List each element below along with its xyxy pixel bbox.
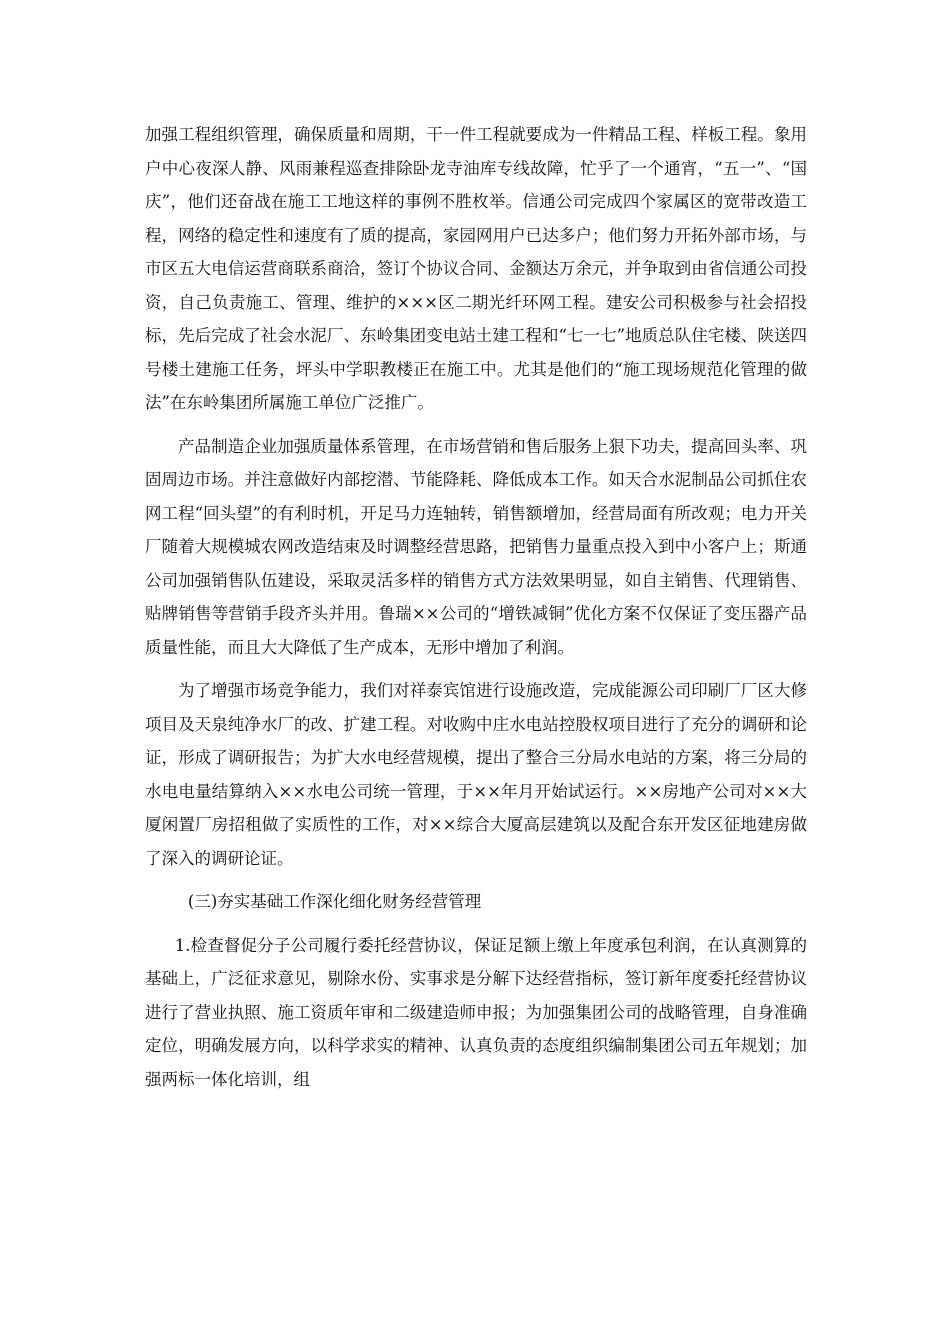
- paragraph-list-item-1: 1.检查督促分子公司履行委托经营协议，保证足额上缴上年度承包利润，在认真测算的基础上，广泛征求意见，剔除水份、实事求是分解下达经营指标，签订新年度委托经营协议进行了营业执照、施工资质年审和二级建造师申报；为加强集团公司的战略管理，自身准确定位，明确发展方向，以科学求实的精神、认真负责的态度组织编制集团公司五年规划；加强两标一体化培训，组: [145, 935, 807, 1089]
- section-heading-finance-management: (三)夯实基础工作深化细化财务经营管理: [187, 892, 482, 911]
- paragraph-product-manufacturing: 产品制造企业加强质量体系管理，在市场营销和售后服务上狠下功夫，提高回头率、巩固周边市场。并注意做好内部挖潜、节能降耗、降低成本工作。如天合水泥制品公司抓住农网工程“回头望”的有利时机，开足马力连轴转，销售额增加，经营局面有所改观；电力开关厂随着大规模城农网改造结束及时调整经营思路，把销售力量重点投入到中小客户上；斯通公司加强销售队伍建设，采取灵活多样的销售方式方法效果明显，如自主销售、代理销售、贴牌销售等营销手段齐头并用。鲁瑞××公司的“增铁减铜”优化方案不仅保证了变压器产品质量性能，而且大大降低了生产成本，无形中增加了利润。: [145, 436, 807, 657]
- paragraph-market-competitiveness: 为了增强市场竞争能力，我们对祥泰宾馆进行设施改造，完成能源公司印刷厂厂区大修项目及天泉纯净水厂的改、扩建工程。对收购中庄水电站控股权项目进行了充分的调研和论证，形成了调研报告；为扩大水电经营规模，提出了整合三分局水电站的方案，将三分局的水电电量结算纳入××水电公司统一管理，于××年月开始试运行。××房地产公司对××大厦闲置厂房招租做了实质性的工作，对××综合大厦高层建筑以及配合东开发区征地建房做了深入的调研论证。: [145, 681, 807, 868]
- paragraph-engineering-management: 加强工程组织管理，确保质量和周期，干一件工程就要成为一件精品工程、样板工程。象用户中心夜深人静、风雨兼程巡查排除卧龙寺油库专线故障，忙乎了一个通宵，“五一”、“国庆”，他们还奋战在施工工地这样的事例不胜枚举。信通公司完成四个家属区的宽带改造工程，网络的稳定性和速度有了质的提高，家园网用户已达多户；他们努力开拓外部市场，与市区五大电信运营商联系商洽，签订个协议合同、金额达万余元，并争取到由省信通公司投资，自己负责施工、管理、维护的×××区二期光纤环网工程。建安公司积极参与社会招投标，先后完成了社会水泥厂、东岭集团变电站土建工程和“七一七”地质总队住宅楼、陕送四号楼土建施工任务，坪头中学职教楼正在施工中。尤其是他们的“施工现场规范化管理的做法”在东岭集团所属施工单位广泛推广。: [145, 125, 807, 412]
- document-body: [145, 118, 807, 1106]
